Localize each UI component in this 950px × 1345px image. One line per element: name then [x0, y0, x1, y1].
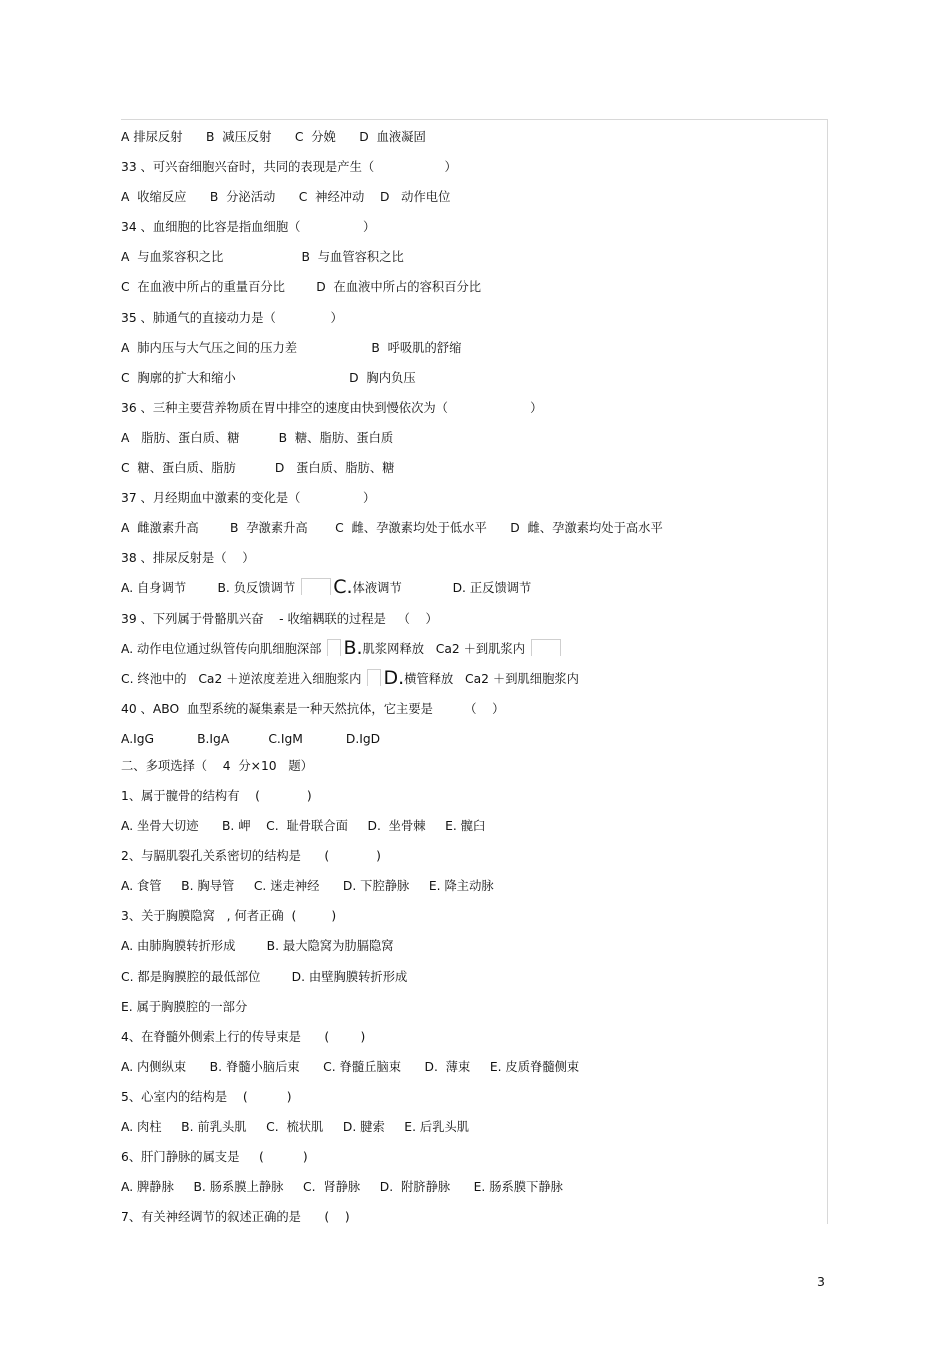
mc-question-2: 2、与膈肌裂孔关系密切的结构是 ( ): [121, 849, 381, 864]
question-40: 40 、ABO 血型系统的凝集素是一种天然抗体，它主要是 （ ）: [121, 701, 505, 716]
option-a: A. 动作电位通过纵管传向肌细胞深部: [121, 641, 322, 656]
text-line: A.IgG B.IgA C.IgM D.IgD: [121, 731, 381, 746]
question-38: 38 、排尿反射是（ ）: [121, 551, 255, 566]
question-37: 37 、月经期血中激素的变化是（ ）: [121, 491, 376, 506]
text-line: A. 食管 B. 胸导管 C. 迷走神经 D. 下腔静脉 E. 降主动脉: [121, 879, 494, 894]
question-35: 35 、肺通气的直接动力是（ ）: [121, 310, 343, 325]
mc-question-1: 1、属于髋骨的结构有 ( ): [121, 788, 312, 803]
text-line: A 脂肪、蛋白质、糖 B 糖、脂肪、蛋白质: [121, 430, 394, 445]
option-c: C. 终池中的 Ca2 ＋逆浓度差进入细胞浆内: [121, 671, 362, 686]
mc-question-5: 5、心室内的结构是 ( ): [121, 1089, 292, 1104]
scan-box: [327, 639, 341, 656]
option-b-letter: B.: [343, 636, 363, 659]
scan-box: [531, 639, 561, 656]
scan-box: [301, 578, 331, 595]
page-number: 3: [817, 1274, 825, 1289]
mc-question-4: 4、在脊髓外侧索上行的传导束是 ( ): [121, 1029, 366, 1044]
mc-question-6: 6、肝门静脉的属支是 ( ): [121, 1150, 308, 1165]
option-b-text: 肌浆网释放 Ca2 ＋到肌浆内: [362, 641, 526, 656]
text-line: A 与血浆容积之比 B 与血管容积之比: [121, 250, 404, 265]
option-b: B. 负反馈调节: [217, 581, 296, 596]
question-38-options: [121, 578, 821, 608]
option-d-text: 横管释放 Ca2 ＋到肌细胞浆内: [404, 671, 579, 686]
text-line: A. 脾静脉 B. 肠系膜上静脉 C. 肾静脉 D. 附脐静脉 E. 肠系膜下静脉: [121, 1180, 563, 1195]
text-line: A 排尿反射 B 减压反射 C 分娩 D 血液凝固: [121, 130, 426, 144]
question-39: 39 、下列属于骨骼肌兴奋 - 收缩耦联的过程是 （ ）: [121, 611, 438, 626]
question-33: 33 、可兴奋细胞兴奋时，共同的表现是产生（ ）: [121, 160, 457, 175]
text-line: C 胸廓的扩大和缩小 D 胸内负压: [121, 370, 416, 385]
text-line: C. 都是胸膜腔的最低部位 D. 由壁胸膜转折形成: [121, 969, 408, 984]
text-line: C 在血液中所占的重量百分比 D 在血液中所占的容积百分比: [121, 280, 482, 295]
question-39-options-cd: [121, 666, 821, 699]
document-body: [121, 127, 821, 1237]
text-line: A. 内侧纵束 B. 脊髓小脑后束 C. 脊髓丘脑束 D. 薄束 E. 皮质脊髓侧束: [121, 1059, 580, 1074]
question-36: 36 、三种主要营养物质在胃中排空的速度由快到慢依次为（ ）: [121, 400, 543, 415]
option-d-letter: D.: [383, 666, 405, 689]
text-line: A 收缩反应 B 分泌活动 C 神经冲动 D 动作电位: [121, 190, 451, 205]
text-line: A 肺内压与大气压之间的压力差 B 呼吸肌的舒缩: [121, 340, 462, 355]
question-39-options-ab: [121, 636, 821, 669]
text-line: C 糖、蛋白质、脂肪 D 蛋白质、脂肪、糖: [121, 461, 395, 476]
text-line: A 雌激素升高 B 孕激素升高 C 雌、孕激素均处于低水平 D 雌、孕激素均处于高水平: [121, 521, 663, 536]
text-line: E. 属于胸膜腔的一部分: [121, 999, 248, 1014]
mc-question-3: 3、关于胸膜隐窝 , 何者正确 ( ): [121, 909, 337, 924]
scan-box: [367, 669, 381, 686]
section-heading: 二、多项选择（ 4 分×10 题）: [121, 758, 313, 773]
text-line: A. 坐骨大切迹 B. 岬 C. 耻骨联合面 D. 坐骨棘 E. 髋臼: [121, 819, 486, 834]
text-line: A. 由肺胸膜转折形成 B. 最大隐窝为肋膈隐窝: [121, 939, 394, 954]
mc-question-7: 7、有关神经调节的叙述正确的是 ( ): [121, 1210, 350, 1225]
question-34: 34 、血细胞的比容是指血细胞（ ）: [121, 220, 376, 235]
option-c-text: 体液调节: [352, 581, 402, 596]
text-line: A. 肉柱 B. 前乳头肌 C. 梳状肌 D. 腱索 E. 后乳头肌: [121, 1120, 470, 1134]
option-c-letter: C.: [333, 576, 353, 599]
option-d: D. 正反馈调节: [452, 581, 532, 596]
option-a: A. 自身调节: [121, 581, 187, 596]
